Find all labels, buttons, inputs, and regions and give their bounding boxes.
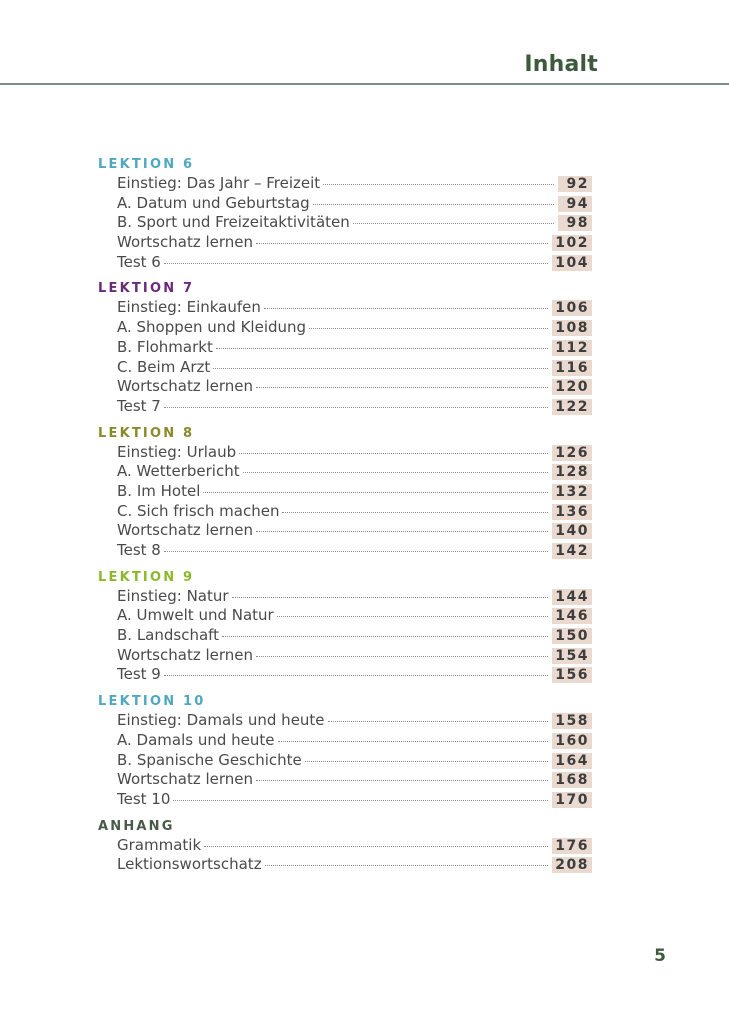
section-title: LEKTION 7 [98,281,195,297]
toc-entry[interactable] [98,587,592,607]
entry-label: A. Shoppen und Kleidung [117,318,307,337]
entry-page-number: 142 [552,543,592,559]
entry-page-number: 160 [552,733,592,749]
dot-leader [256,780,548,781]
dot-leader [256,243,548,244]
dot-leader [265,865,549,866]
entry-label: B. Landschaft [117,626,220,645]
entry-page-number: 170 [552,792,592,808]
entry-page-number: 126 [552,445,592,461]
entry-page-number: 102 [552,235,592,251]
entry-page-number: 154 [552,648,592,664]
entry-label: Test 6 [117,252,161,271]
dot-leader [256,531,548,532]
entry-page-number: 94 [558,196,592,212]
toc-section [98,818,592,875]
section-title: LEKTION 9 [98,569,195,585]
dot-leader [203,492,548,493]
entry-page-number: 112 [552,340,592,356]
toc-entry[interactable] [98,521,592,541]
dot-leader [164,407,548,408]
toc-entry[interactable] [98,855,592,875]
entry-page-number: 128 [552,464,592,480]
toc-entry[interactable] [98,646,592,666]
entry-label: Wortschatz lernen [117,377,254,396]
section-title: LEKTION 10 [98,694,206,710]
toc-entry[interactable] [98,790,592,810]
toc-entry[interactable] [98,338,592,358]
section-title: ANHANG [98,818,175,834]
toc-entry[interactable] [98,213,592,233]
dot-leader [216,348,548,349]
section-title: LEKTION 8 [98,425,195,441]
dot-leader [353,223,554,224]
dot-leader [164,263,548,264]
entry-label: Wortschatz lernen [117,645,254,664]
entry-label: Test 8 [117,541,161,559]
entry-label: Lektionswortschatz [117,855,262,874]
entry-page-number: 150 [552,628,592,644]
dot-leader [277,616,549,617]
dot-leader [256,387,548,388]
entry-page-number: 120 [552,379,592,395]
toc-entry[interactable] [98,443,592,463]
entry-label: Wortschatz lernen [117,770,254,789]
dot-leader [278,741,549,742]
toc-entry[interactable] [98,233,592,253]
entry-label: C. Beim Arzt [117,357,211,376]
toc-entry[interactable] [98,502,592,522]
section-title: LEKTION 6 [98,157,195,172]
toc-entry[interactable] [98,836,592,856]
toc-entry[interactable] [98,377,592,397]
entry-page-number: 116 [552,360,592,376]
entry-label: Grammatik [117,835,202,854]
entry-page-number: 208 [552,857,592,873]
toc-section [98,693,592,809]
dot-leader [222,636,548,637]
toc-entry[interactable] [98,606,592,626]
entry-label: Einstieg: Das Jahr – Freizeit [117,174,321,192]
toc-entry[interactable] [98,194,592,214]
toc-section [98,569,592,685]
page-number: 5 [654,946,666,966]
toc-section [98,156,592,272]
dot-leader [282,512,548,513]
entry-page-number: 164 [552,753,592,769]
dot-leader [323,184,554,185]
dot-leader [264,308,548,309]
entry-page-number: 104 [552,255,592,271]
toc-entry[interactable] [98,482,592,502]
entry-page-number: 140 [552,523,592,539]
toc-entry[interactable] [98,174,592,194]
toc-entry[interactable] [98,462,592,482]
dot-leader [239,453,548,454]
table-of-contents [98,156,592,883]
dot-leader [232,597,549,598]
entry-page-number: 146 [552,608,592,624]
page-title: Inhalt [524,52,598,77]
entry-label: Test 7 [117,396,161,415]
dot-leader [204,846,548,847]
toc-entry[interactable] [98,626,592,646]
entry-page-number: 136 [552,504,592,520]
toc-section [98,280,592,416]
toc-entry[interactable] [98,541,592,561]
toc-entry[interactable] [98,711,592,731]
entry-label: B. Flohmarkt [117,337,213,356]
entry-label: Einstieg: Urlaub [117,442,237,461]
header-divider [0,83,729,85]
entry-label: Wortschatz lernen [117,233,254,252]
entry-label: A. Wetterbericht [117,462,240,481]
dot-leader [243,472,549,473]
toc-entry[interactable] [98,253,592,273]
toc-entry[interactable] [98,358,592,378]
entry-page-number: 98 [558,215,592,231]
entry-label: B. Im Hotel [117,481,201,500]
entry-page-number: 168 [552,772,592,788]
entry-label: A. Umwelt und Natur [117,606,274,625]
entry-page-number: 176 [552,838,592,854]
entry-label: Test 10 [117,789,171,808]
entry-page-number: 144 [552,589,592,605]
toc-section [98,425,592,561]
entry-label: B. Sport und Freizeitaktivitäten [117,213,350,232]
entry-label: B. Spanische Geschichte [117,750,302,769]
dot-leader [164,675,548,676]
entry-label: C. Sich frisch machen [117,501,280,520]
entry-label: A. Datum und Geburtstag [117,193,310,212]
entry-page-number: 132 [552,484,592,500]
entry-label: A. Damals und heute [117,730,275,749]
toc-entry[interactable] [98,751,592,771]
entry-page-number: 156 [552,667,592,683]
dot-leader [173,800,548,801]
dot-leader [164,551,548,552]
toc-entry[interactable] [98,318,592,338]
entry-label: Einstieg: Damals und heute [117,711,325,730]
dot-leader [213,368,548,369]
entry-page-number: 108 [552,320,592,336]
dot-leader [328,721,549,722]
entry-label: Wortschatz lernen [117,521,254,540]
toc-entry[interactable] [98,731,592,751]
dot-leader [256,656,548,657]
toc-entry[interactable] [98,397,592,417]
entry-page-number: 158 [552,713,592,729]
entry-page-number: 122 [552,399,592,415]
dot-leader [309,328,548,329]
entry-label: Test 9 [117,665,161,684]
entry-label: Einstieg: Natur [117,586,229,605]
toc-entry[interactable] [98,770,592,790]
dot-leader [313,204,554,205]
entry-page-number: 106 [552,300,592,316]
entry-page-number: 92 [558,176,592,192]
entry-label: Einstieg: Einkaufen [117,298,261,317]
toc-entry[interactable] [98,298,592,318]
dot-leader [305,761,549,762]
toc-entry[interactable] [98,665,592,685]
